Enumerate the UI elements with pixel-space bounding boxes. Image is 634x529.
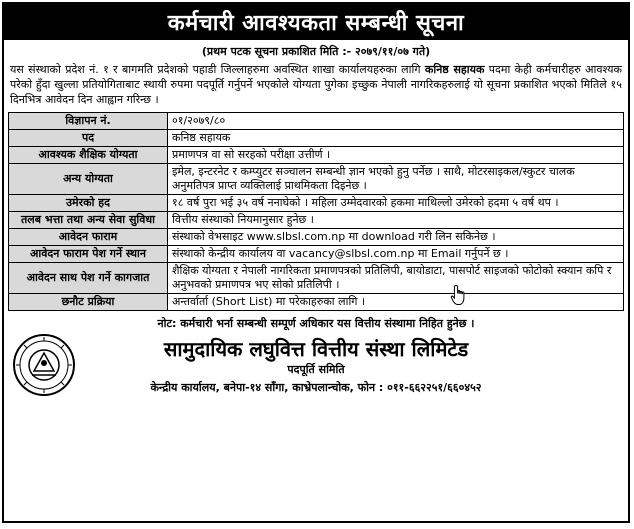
notice-title-text: कर्मचारी आवश्यकता सम्बन्धी सूचना (167, 11, 465, 36)
intro-position-bold: कनिष्ठ सहायक (424, 63, 485, 76)
row-label: छनौट प्रक्रिया (9, 294, 168, 311)
table-row (9, 130, 624, 147)
table-row (9, 212, 624, 229)
row-label: आवेदन साथ पेश गर्ने कागजात (9, 263, 168, 294)
intro-text-1: यस संस्थाको प्रदेश नं. १ र बागमति प्रदेशको पहाडी जिल्लाहरुमा अवस्थित शाखा कार्यालयहरुका लागि (10, 63, 425, 76)
row-value: वित्तीय संस्थाको नियमानुसार हुनेछ । (168, 212, 624, 229)
organization-address: केन्द्रीय कार्यालय, बनेपा-१४ साँगा, काभ्रेपलान्चोक, फोन : ०११-६६२२५१/६६०४५२ (150, 381, 482, 394)
intro-text-2: पदमा केही कर्मचारीहरु आवश्यक परेको हुँदा खुल्ला प्रतियोगिताबाट स्थायी रुपमा पदपूर्ति गर्नुपर्ने भएकोले योग्यता पुगेका इच्छुक नेपाली नागरिकहरुलाई यो सूचना प्रकाशित भएको मितिले १५ दिनभित्र आवेदन दिन आह्वान गरिन्छ । (10, 63, 622, 106)
publish-date-line: (प्रथम पटक सूचना प्रकाशित मिति :- २०७९/११/०७ गते) (201, 45, 431, 58)
row-value: संस्थाको केन्द्रीय कार्यालय वा vacancy@slbsl.com.np मा Email गर्नुपर्ने छ । (168, 246, 624, 263)
table-row (9, 147, 624, 164)
row-value: अन्तर्वार्ता (Short List) मा परेकाहरुका लागि । (168, 294, 624, 311)
table-row (9, 263, 624, 294)
row-value: ०१/२०७९/८० (168, 113, 624, 130)
footer (4, 333, 628, 403)
table-row (9, 113, 624, 130)
intro-paragraph (4, 59, 628, 107)
table-row (9, 195, 624, 212)
row-value: कनिष्ठ सहायक (168, 130, 624, 147)
committee-name: पदपूर्ति समिति (287, 363, 345, 376)
table-row (9, 229, 624, 246)
row-label: अन्य योग्यता (9, 164, 168, 195)
notice-title (4, 4, 628, 40)
notice-page (2, 2, 630, 523)
row-value: १८ वर्ष पुरा भई ३५ वर्ष ननाघेको । महिला उम्मेदवारको हकमा माथिल्लो उमेरको हदमा ५ वर्ष थप । (168, 195, 624, 212)
row-label: विज्ञापन नं. (9, 113, 168, 130)
row-value: प्रमाणपत्र वा सो सरहको परीक्षा उत्तीर्ण । (168, 147, 624, 164)
row-label: आवेदन फाराम पेश गर्ने स्थान (9, 246, 168, 263)
row-label: आवेदन फाराम (9, 229, 168, 246)
note-line: नोट: कर्मचारी भर्ना सम्बन्धी सम्पूर्ण अधिकार यस वित्तीय संस्थामा निहित हुनेछ । (157, 317, 475, 330)
row-label: पद (9, 130, 168, 147)
row-value: संस्थाको वेभसाइट www.slbsl.com.np मा download गरी लिन सकिनेछ । (168, 229, 624, 246)
table-row (9, 246, 624, 263)
table-row (9, 294, 624, 311)
row-label: उमेरको हद (9, 195, 168, 212)
vacancy-details-table (8, 112, 624, 311)
row-value: शैक्षिक योग्यता र नेपाली नागरिकता प्रमाणपत्रको प्रतिलिपी, बायोडाटा, पासपोर्ट साइजको फोटोको स्क्यान कपि र अनुभवको प्रमाणपत्र भए सोको प्रतिलिपी । (168, 263, 624, 294)
row-label: आवश्यक शैक्षिक योग्यता (9, 147, 168, 164)
row-value: इमेल, इन्टरनेट र कम्प्युटर सञ्चालन सम्बन्धी ज्ञान भएको हुनु पर्नेछ । साथै, मोटरसाइकल/स्कुटर चालक अनुमतिपत्र प्राप्त व्यक्तिलाई प्राथमिकता दिइनेछ । (168, 164, 624, 195)
organization-seal-icon (12, 333, 76, 397)
row-label: तलब भत्ता तथा अन्य सेवा सुविधा (9, 212, 168, 229)
table-row (9, 164, 624, 195)
organization-name: सामुदायिक लघुवित्त वित्तीय संस्था लिमिटेड (163, 337, 469, 361)
hand-cursor-icon (450, 284, 468, 306)
